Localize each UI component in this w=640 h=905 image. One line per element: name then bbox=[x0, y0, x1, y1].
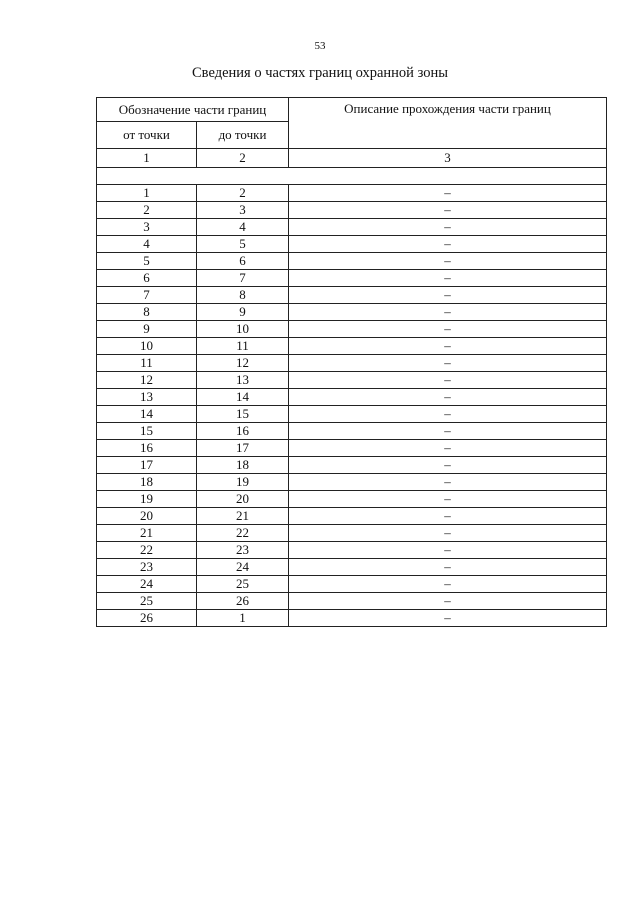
table-body bbox=[97, 149, 607, 627]
table-row bbox=[97, 542, 607, 559]
description-cell: – bbox=[289, 253, 607, 270]
to-point-cell: 7 bbox=[197, 270, 289, 287]
column-number: 1 bbox=[97, 149, 197, 168]
description-cell: – bbox=[289, 355, 607, 372]
from-point-cell: 19 bbox=[97, 491, 197, 508]
to-point-cell: 14 bbox=[197, 389, 289, 406]
from-point-cell: 3 bbox=[97, 219, 197, 236]
to-point-cell: 3 bbox=[197, 202, 289, 219]
description-cell: – bbox=[289, 491, 607, 508]
table-row bbox=[97, 389, 607, 406]
to-point-cell: 22 bbox=[197, 525, 289, 542]
to-point-cell: 10 bbox=[197, 321, 289, 338]
description-cell: – bbox=[289, 287, 607, 304]
header-from-point: от точки bbox=[97, 122, 197, 149]
to-point-cell: 5 bbox=[197, 236, 289, 253]
table-row bbox=[97, 287, 607, 304]
table-row bbox=[97, 474, 607, 491]
table-row bbox=[97, 185, 607, 202]
description-cell: – bbox=[289, 389, 607, 406]
table-row bbox=[97, 508, 607, 525]
header-boundary-designation: Обозначение части границ bbox=[97, 98, 289, 122]
description-cell: – bbox=[289, 576, 607, 593]
description-cell: – bbox=[289, 610, 607, 627]
table-row bbox=[97, 219, 607, 236]
boundary-parts-table bbox=[96, 97, 607, 627]
to-point-cell: 6 bbox=[197, 253, 289, 270]
from-point-cell: 7 bbox=[97, 287, 197, 304]
to-point-cell: 24 bbox=[197, 559, 289, 576]
from-point-cell: 6 bbox=[97, 270, 197, 287]
from-point-cell: 16 bbox=[97, 440, 197, 457]
to-point-cell: 16 bbox=[197, 423, 289, 440]
table-row bbox=[97, 610, 607, 627]
from-point-cell: 14 bbox=[97, 406, 197, 423]
from-point-cell: 2 bbox=[97, 202, 197, 219]
from-point-cell: 17 bbox=[97, 457, 197, 474]
from-point-cell: 5 bbox=[97, 253, 197, 270]
from-point-cell: 9 bbox=[97, 321, 197, 338]
description-cell: – bbox=[289, 474, 607, 491]
table-row bbox=[97, 304, 607, 321]
table-row bbox=[97, 270, 607, 287]
from-point-cell: 23 bbox=[97, 559, 197, 576]
to-point-cell: 15 bbox=[197, 406, 289, 423]
description-cell: – bbox=[289, 185, 607, 202]
table-row bbox=[97, 236, 607, 253]
description-cell: – bbox=[289, 372, 607, 389]
description-cell: – bbox=[289, 525, 607, 542]
header-description: Описание прохождения части границ bbox=[289, 98, 607, 149]
to-point-cell: 4 bbox=[197, 219, 289, 236]
from-point-cell: 21 bbox=[97, 525, 197, 542]
to-point-cell: 1 bbox=[197, 610, 289, 627]
description-cell: – bbox=[289, 423, 607, 440]
from-point-cell: 15 bbox=[97, 423, 197, 440]
from-point-cell: 24 bbox=[97, 576, 197, 593]
description-cell: – bbox=[289, 202, 607, 219]
column-number-row bbox=[97, 149, 607, 168]
from-point-cell: 20 bbox=[97, 508, 197, 525]
empty-section-row bbox=[97, 168, 607, 185]
description-cell: – bbox=[289, 559, 607, 576]
from-point-cell: 26 bbox=[97, 610, 197, 627]
description-cell: – bbox=[289, 508, 607, 525]
to-point-cell: 20 bbox=[197, 491, 289, 508]
description-cell: – bbox=[289, 593, 607, 610]
from-point-cell: 22 bbox=[97, 542, 197, 559]
header-to-point: до точки bbox=[197, 122, 289, 149]
table-row bbox=[97, 576, 607, 593]
to-point-cell: 13 bbox=[197, 372, 289, 389]
table-row bbox=[97, 406, 607, 423]
from-point-cell: 8 bbox=[97, 304, 197, 321]
table-row bbox=[97, 559, 607, 576]
to-point-cell: 26 bbox=[197, 593, 289, 610]
table-row bbox=[97, 491, 607, 508]
column-number: 2 bbox=[197, 149, 289, 168]
description-cell: – bbox=[289, 457, 607, 474]
from-point-cell: 4 bbox=[97, 236, 197, 253]
to-point-cell: 18 bbox=[197, 457, 289, 474]
from-point-cell: 10 bbox=[97, 338, 197, 355]
document-title: Сведения о частях границ охранной зоны bbox=[192, 65, 448, 81]
table-row bbox=[97, 593, 607, 610]
table-row bbox=[97, 525, 607, 542]
description-cell: – bbox=[289, 321, 607, 338]
table-row bbox=[97, 440, 607, 457]
to-point-cell: 25 bbox=[197, 576, 289, 593]
description-cell: – bbox=[289, 440, 607, 457]
table-row bbox=[97, 372, 607, 389]
to-point-cell: 21 bbox=[197, 508, 289, 525]
from-point-cell: 18 bbox=[97, 474, 197, 491]
description-cell: – bbox=[289, 270, 607, 287]
empty-cell bbox=[97, 168, 607, 185]
header-row bbox=[97, 98, 607, 122]
description-cell: – bbox=[289, 406, 607, 423]
to-point-cell: 12 bbox=[197, 355, 289, 372]
table-row bbox=[97, 457, 607, 474]
to-point-cell: 11 bbox=[197, 338, 289, 355]
to-point-cell: 19 bbox=[197, 474, 289, 491]
description-cell: – bbox=[289, 304, 607, 321]
page-number: 53 bbox=[314, 40, 326, 52]
from-point-cell: 12 bbox=[97, 372, 197, 389]
to-point-cell: 2 bbox=[197, 185, 289, 202]
table-row bbox=[97, 338, 607, 355]
from-point-cell: 25 bbox=[97, 593, 197, 610]
description-cell: – bbox=[289, 542, 607, 559]
table-row bbox=[97, 321, 607, 338]
to-point-cell: 17 bbox=[197, 440, 289, 457]
from-point-cell: 11 bbox=[97, 355, 197, 372]
description-cell: – bbox=[289, 338, 607, 355]
table-row bbox=[97, 423, 607, 440]
description-cell: – bbox=[289, 219, 607, 236]
table-row bbox=[97, 355, 607, 372]
description-cell: – bbox=[289, 236, 607, 253]
to-point-cell: 8 bbox=[197, 287, 289, 304]
to-point-cell: 23 bbox=[197, 542, 289, 559]
table-row bbox=[97, 253, 607, 270]
from-point-cell: 1 bbox=[97, 185, 197, 202]
to-point-cell: 9 bbox=[197, 304, 289, 321]
column-number: 3 bbox=[289, 149, 607, 168]
from-point-cell: 13 bbox=[97, 389, 197, 406]
table-row bbox=[97, 202, 607, 219]
